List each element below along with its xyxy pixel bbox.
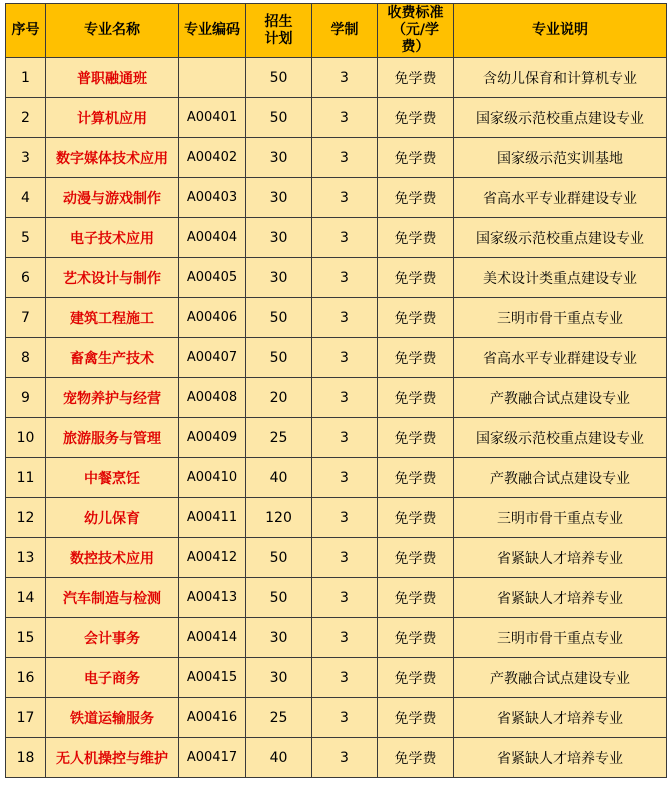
header-plan-line2: 计划 (264, 30, 293, 47)
cell-fee: 免学费 (378, 258, 454, 298)
cell-major-code: A00405 (179, 258, 246, 298)
cell-major-code: A00415 (179, 658, 246, 698)
cell-years: 3 (312, 738, 378, 778)
cell-major-name: 电子商务 (46, 658, 179, 698)
cell-seq: 1 (6, 58, 46, 98)
cell-seq: 14 (6, 578, 46, 618)
cell-fee: 免学费 (378, 378, 454, 418)
table-row (6, 458, 667, 498)
cell-years: 3 (312, 338, 378, 378)
cell-desc: 省紧缺人才培养专业 (454, 738, 667, 778)
cell-seq: 6 (6, 258, 46, 298)
cell-major-code (179, 58, 246, 98)
header-fee-line3: 费） (401, 39, 430, 55)
cell-seq: 11 (6, 458, 46, 498)
cell-seq: 18 (6, 738, 46, 778)
cell-major-name: 艺术设计与制作 (46, 258, 179, 298)
cell-desc: 国家级示范实训基地 (454, 138, 667, 178)
cell-major-code: A00414 (179, 618, 246, 658)
cell-major-code: A00410 (179, 458, 246, 498)
table-row (6, 658, 667, 698)
cell-years: 3 (312, 98, 378, 138)
cell-years: 3 (312, 178, 378, 218)
cell-major-code: A00409 (179, 418, 246, 458)
cell-plan: 50 (246, 578, 312, 618)
cell-plan: 50 (246, 298, 312, 338)
cell-seq: 2 (6, 98, 46, 138)
table-row (6, 218, 667, 258)
cell-fee: 免学费 (378, 218, 454, 258)
cell-years: 3 (312, 658, 378, 698)
cell-major-name: 数字媒体技术应用 (46, 138, 179, 178)
cell-fee: 免学费 (378, 298, 454, 338)
header-fee-line1: 收费标准 (387, 5, 444, 21)
cell-fee: 免学费 (378, 418, 454, 458)
cell-seq: 4 (6, 178, 46, 218)
cell-major-code: A00401 (179, 98, 246, 138)
cell-plan: 120 (246, 498, 312, 538)
cell-desc: 省紧缺人才培养专业 (454, 578, 667, 618)
cell-major-name: 幼儿保育 (46, 498, 179, 538)
cell-plan: 50 (246, 538, 312, 578)
table-row (6, 738, 667, 778)
header-plan-line1: 招生 (264, 13, 293, 30)
cell-seq: 3 (6, 138, 46, 178)
cell-desc: 省紧缺人才培养专业 (454, 698, 667, 738)
header-desc: 专业说明 (454, 4, 667, 58)
cell-seq: 16 (6, 658, 46, 698)
cell-seq: 9 (6, 378, 46, 418)
cell-major-name: 宠物养护与经营 (46, 378, 179, 418)
cell-major-code: A00403 (179, 178, 246, 218)
cell-seq: 13 (6, 538, 46, 578)
cell-plan: 20 (246, 378, 312, 418)
cell-desc: 产教融合试点建设专业 (454, 658, 667, 698)
cell-desc: 美术设计类重点建设专业 (454, 258, 667, 298)
cell-plan: 25 (246, 418, 312, 458)
cell-plan: 30 (246, 618, 312, 658)
header-plan (246, 4, 312, 58)
table-row (6, 378, 667, 418)
cell-major-code: A00411 (179, 498, 246, 538)
cell-years: 3 (312, 498, 378, 538)
cell-fee: 免学费 (378, 98, 454, 138)
table-row (6, 298, 667, 338)
cell-fee: 免学费 (378, 738, 454, 778)
cell-major-code: A00408 (179, 378, 246, 418)
cell-seq: 10 (6, 418, 46, 458)
table-row (6, 258, 667, 298)
cell-seq: 8 (6, 338, 46, 378)
cell-major-name: 电子技术应用 (46, 218, 179, 258)
cell-desc: 三明市骨干重点专业 (454, 498, 667, 538)
cell-plan: 40 (246, 458, 312, 498)
cell-fee: 免学费 (378, 178, 454, 218)
cell-desc: 含幼儿保育和计算机专业 (454, 58, 667, 98)
table-row (6, 418, 667, 458)
cell-years: 3 (312, 578, 378, 618)
cell-years: 3 (312, 538, 378, 578)
cell-years: 3 (312, 378, 378, 418)
header-code: 专业编码 (179, 4, 246, 58)
table-row (6, 538, 667, 578)
cell-plan: 40 (246, 738, 312, 778)
cell-fee: 免学费 (378, 578, 454, 618)
header-row (6, 4, 667, 58)
table-row (6, 98, 667, 138)
table-body (6, 58, 667, 778)
cell-major-name: 动漫与游戏制作 (46, 178, 179, 218)
cell-seq: 12 (6, 498, 46, 538)
cell-desc: 产教融合试点建设专业 (454, 378, 667, 418)
table-row (6, 698, 667, 738)
cell-fee: 免学费 (378, 658, 454, 698)
cell-major-name: 中餐烹饪 (46, 458, 179, 498)
cell-major-code: A00413 (179, 578, 246, 618)
cell-major-code: A00406 (179, 298, 246, 338)
header-years: 学制 (312, 4, 378, 58)
header-name: 专业名称 (46, 4, 179, 58)
cell-major-name: 会计事务 (46, 618, 179, 658)
cell-seq: 15 (6, 618, 46, 658)
cell-major-code: A00407 (179, 338, 246, 378)
cell-fee: 免学费 (378, 58, 454, 98)
table-row (6, 178, 667, 218)
cell-years: 3 (312, 698, 378, 738)
cell-desc: 产教融合试点建设专业 (454, 458, 667, 498)
cell-plan: 30 (246, 138, 312, 178)
cell-desc: 国家级示范校重点建设专业 (454, 418, 667, 458)
table-header (6, 4, 667, 58)
cell-major-code: A00402 (179, 138, 246, 178)
cell-years: 3 (312, 298, 378, 338)
cell-fee: 免学费 (378, 138, 454, 178)
table-row (6, 578, 667, 618)
cell-desc: 国家级示范校重点建设专业 (454, 218, 667, 258)
cell-desc: 省高水平专业群建设专业 (454, 178, 667, 218)
cell-plan: 30 (246, 178, 312, 218)
cell-fee: 免学费 (378, 618, 454, 658)
cell-desc: 国家级示范校重点建设专业 (454, 98, 667, 138)
cell-seq: 17 (6, 698, 46, 738)
cell-plan: 50 (246, 338, 312, 378)
cell-desc: 三明市骨干重点专业 (454, 618, 667, 658)
enrollment-table (5, 3, 667, 778)
cell-major-name: 普职融通班 (46, 58, 179, 98)
cell-fee: 免学费 (378, 458, 454, 498)
cell-major-name: 建筑工程施工 (46, 298, 179, 338)
cell-plan: 30 (246, 218, 312, 258)
header-seq: 序号 (6, 4, 46, 58)
table-row (6, 58, 667, 98)
cell-fee: 免学费 (378, 498, 454, 538)
cell-major-code: A00404 (179, 218, 246, 258)
header-fee (378, 4, 454, 58)
cell-years: 3 (312, 458, 378, 498)
cell-major-name: 畜禽生产技术 (46, 338, 179, 378)
table-row (6, 138, 667, 178)
cell-desc: 省高水平专业群建设专业 (454, 338, 667, 378)
cell-years: 3 (312, 138, 378, 178)
cell-major-name: 无人机操控与维护 (46, 738, 179, 778)
cell-years: 3 (312, 58, 378, 98)
cell-major-name: 铁道运输服务 (46, 698, 179, 738)
cell-years: 3 (312, 218, 378, 258)
cell-major-name: 数控技术应用 (46, 538, 179, 578)
cell-desc: 省紧缺人才培养专业 (454, 538, 667, 578)
cell-seq: 5 (6, 218, 46, 258)
cell-years: 3 (312, 418, 378, 458)
cell-major-name: 旅游服务与管理 (46, 418, 179, 458)
cell-plan: 50 (246, 58, 312, 98)
cell-major-code: A00416 (179, 698, 246, 738)
cell-fee: 免学费 (378, 698, 454, 738)
cell-major-code: A00417 (179, 738, 246, 778)
cell-desc: 三明市骨干重点专业 (454, 298, 667, 338)
cell-years: 3 (312, 618, 378, 658)
cell-major-name: 计算机应用 (46, 98, 179, 138)
cell-major-name: 汽车制造与检测 (46, 578, 179, 618)
table-row (6, 498, 667, 538)
cell-plan: 30 (246, 258, 312, 298)
cell-plan: 25 (246, 698, 312, 738)
cell-fee: 免学费 (378, 338, 454, 378)
table-row (6, 618, 667, 658)
cell-years: 3 (312, 258, 378, 298)
cell-seq: 7 (6, 298, 46, 338)
cell-fee: 免学费 (378, 538, 454, 578)
table-row (6, 338, 667, 378)
cell-major-code: A00412 (179, 538, 246, 578)
header-fee-line2: （元/学 (391, 22, 440, 38)
cell-plan: 30 (246, 658, 312, 698)
cell-plan: 50 (246, 98, 312, 138)
